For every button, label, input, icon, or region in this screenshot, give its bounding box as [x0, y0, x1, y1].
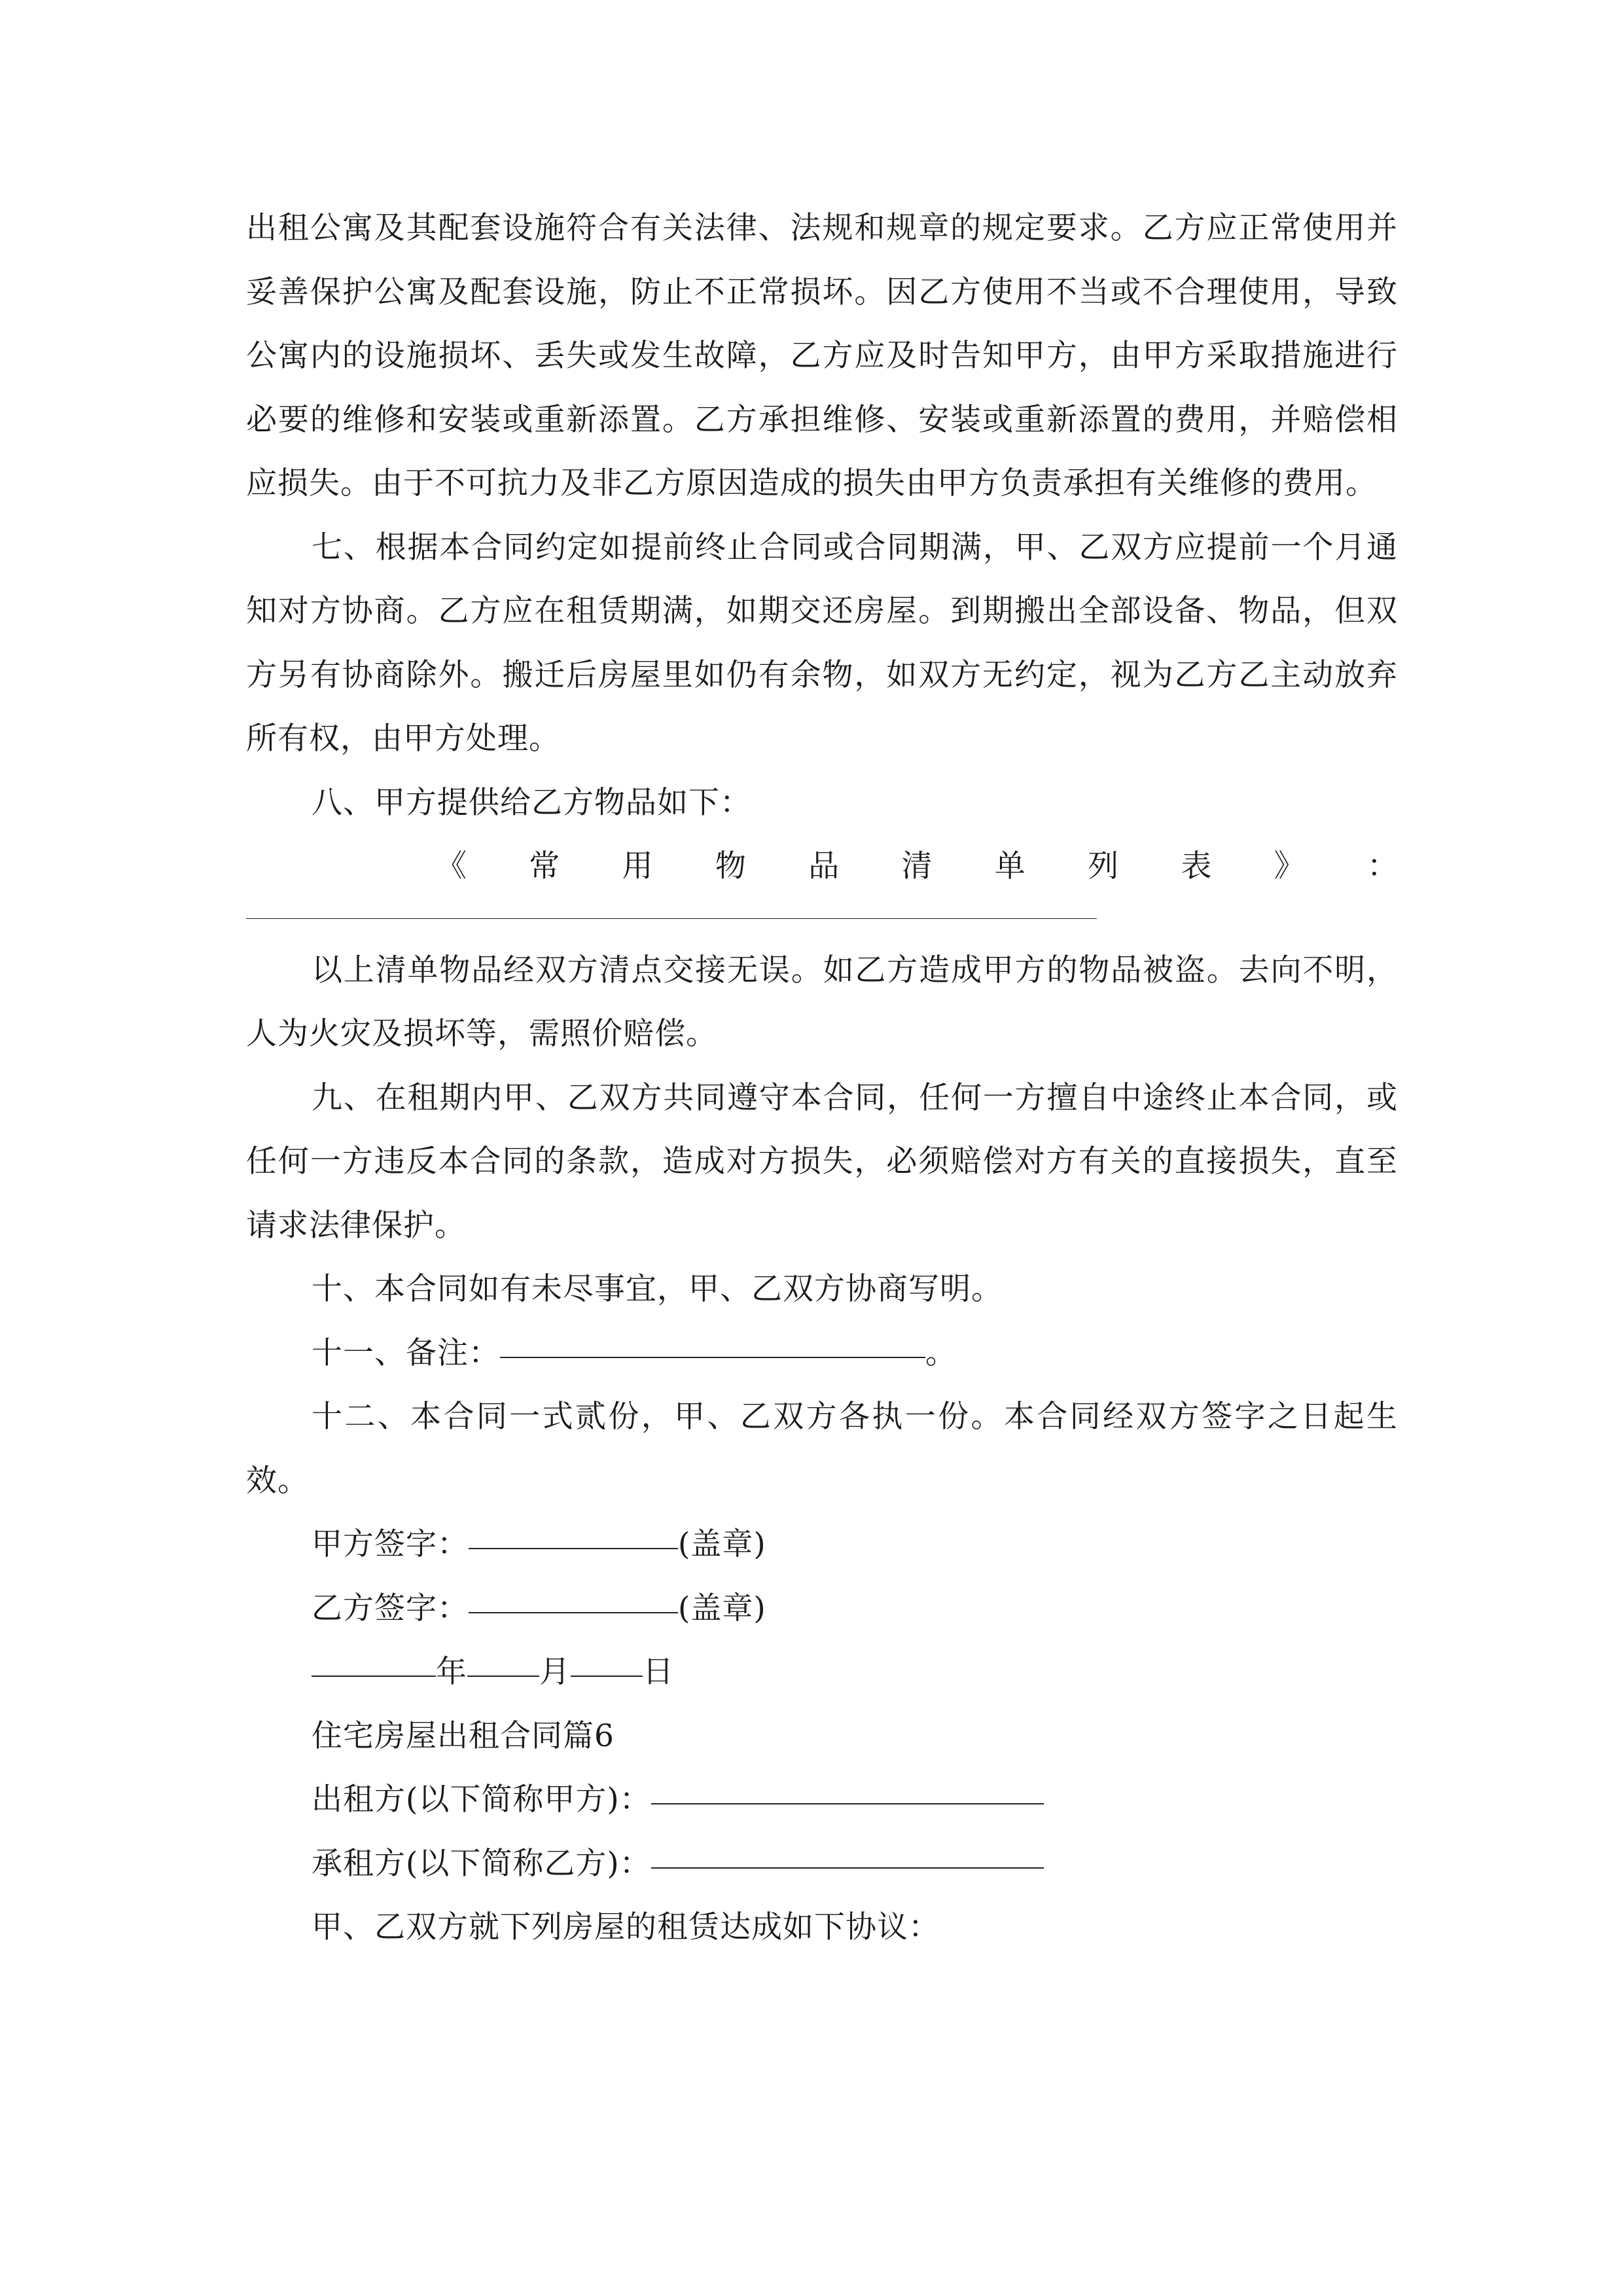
title-char: 列: [1088, 848, 1119, 884]
title-char: 清: [901, 848, 933, 884]
title-char: 物: [715, 848, 746, 884]
paragraph-inventory-note: 以上清单物品经双方清点交接无误。如乙方造成甲方的物品被盗。去向不明，人为火灾及损坏等，需照价赔偿。: [246, 952, 1398, 1052]
party-b-signature-line: [246, 1577, 1398, 1641]
party-a-signature-label: 甲方签字：: [312, 1526, 469, 1562]
year-label: 年: [436, 1654, 467, 1690]
title-char: 常: [529, 848, 560, 884]
day-blank: [571, 1636, 643, 1677]
party-a-seal: (盖章): [678, 1526, 766, 1562]
month-label: 月: [539, 1654, 571, 1690]
document-body: [246, 196, 1398, 1960]
remarks-blank: [500, 1318, 925, 1358]
paragraph-clause-9: 九、在租期内甲、乙双方共同遵守本合同，任何一方擅自中途终止本合同，或任何一方违反本合同的条款，造成对方损失，必须赔偿对方有关的直接损失，直至请求法律保护。: [246, 1079, 1398, 1244]
paragraph-clause-7: 七、根据本合同约定如提前终止合同或合同期满，甲、乙双方应提前一个月通知对方协商。乙方应在租赁期满，如期交还房屋。到期搬出全部设备、物品，但双方另有协商除外。搬迁后房屋里如仍有余物，如双方无约定，视为乙方乙主动放弃所有权，由甲方处理。: [246, 529, 1398, 757]
inventory-blank-line: [246, 918, 1097, 919]
title-char: 表: [1181, 848, 1212, 884]
next-contract-heading: [246, 1704, 1398, 1768]
party-b-signature-blank: [469, 1573, 678, 1613]
title-char: 单: [994, 848, 1026, 884]
paragraph-clause-12: 十二、本合同一式贰份，甲、乙双方各执一份。本合同经双方签字之日起生效。: [246, 1399, 1398, 1499]
lessor-blank: [651, 1764, 1044, 1804]
day-label: 日: [643, 1654, 674, 1690]
lessee-line: [246, 1832, 1398, 1896]
paragraph-clause-8: 八、甲方提供给乙方物品如下：: [312, 784, 751, 821]
title-char: 》: [1274, 848, 1305, 884]
paragraph-facilities: 出租公寓及其配套设施符合有关法律、法规和规章的规定要求。乙方应正常使用并妥善保护公寓及配套设施，防止不正常损坏。因乙方使用不当或不合理使用，导致公寓内的设施损坏、丢失或发生故障，乙方应及时告知甲方，由甲方采取措施进行必要的维修和安装或重新添置。乙方承担维修、安装或重新添置的费用，并赔偿相应损失。由于不可抗力及非乙方原因造成的损失由甲方负责承担有关维修的费用。: [246, 210, 1398, 501]
party-b-signature-label: 乙方签字：: [312, 1590, 469, 1626]
title-char: 《: [436, 848, 467, 884]
lessor-line: [246, 1768, 1398, 1832]
title-char: 用: [622, 848, 653, 884]
lessee-blank: [651, 1828, 1044, 1869]
inventory-list-title: [246, 834, 1398, 899]
party-a-signature-blank: [469, 1509, 678, 1549]
lessor-label: 出租方(以下简称甲方)：: [312, 1782, 651, 1818]
paragraph-clause-10: 十、本合同如有未尽事宜，甲、乙双方协商写明。: [312, 1271, 1003, 1307]
inventory-title-chars: [436, 834, 1398, 899]
title-char: ：: [1366, 848, 1398, 884]
title-char: 品: [808, 848, 840, 884]
remarks-label: 十一、备注：: [312, 1335, 500, 1371]
clause-11-remarks: [246, 1321, 1398, 1386]
party-b-seal: (盖章): [678, 1590, 766, 1626]
party-a-signature-line: [246, 1513, 1398, 1577]
signing-date-line: [246, 1640, 1398, 1704]
year-blank: [312, 1636, 436, 1677]
agreement-intro: 甲、乙双方就下列房屋的租赁达成如下协议：: [312, 1909, 940, 1945]
agreement-intro-line: [246, 1895, 1398, 1960]
next-contract-title: 住宅房屋出租合同篇6: [312, 1717, 615, 1754]
month-blank: [467, 1636, 539, 1677]
remarks-end: 。: [925, 1335, 957, 1371]
lessee-label: 承租方(以下简称乙方)：: [312, 1845, 651, 1882]
